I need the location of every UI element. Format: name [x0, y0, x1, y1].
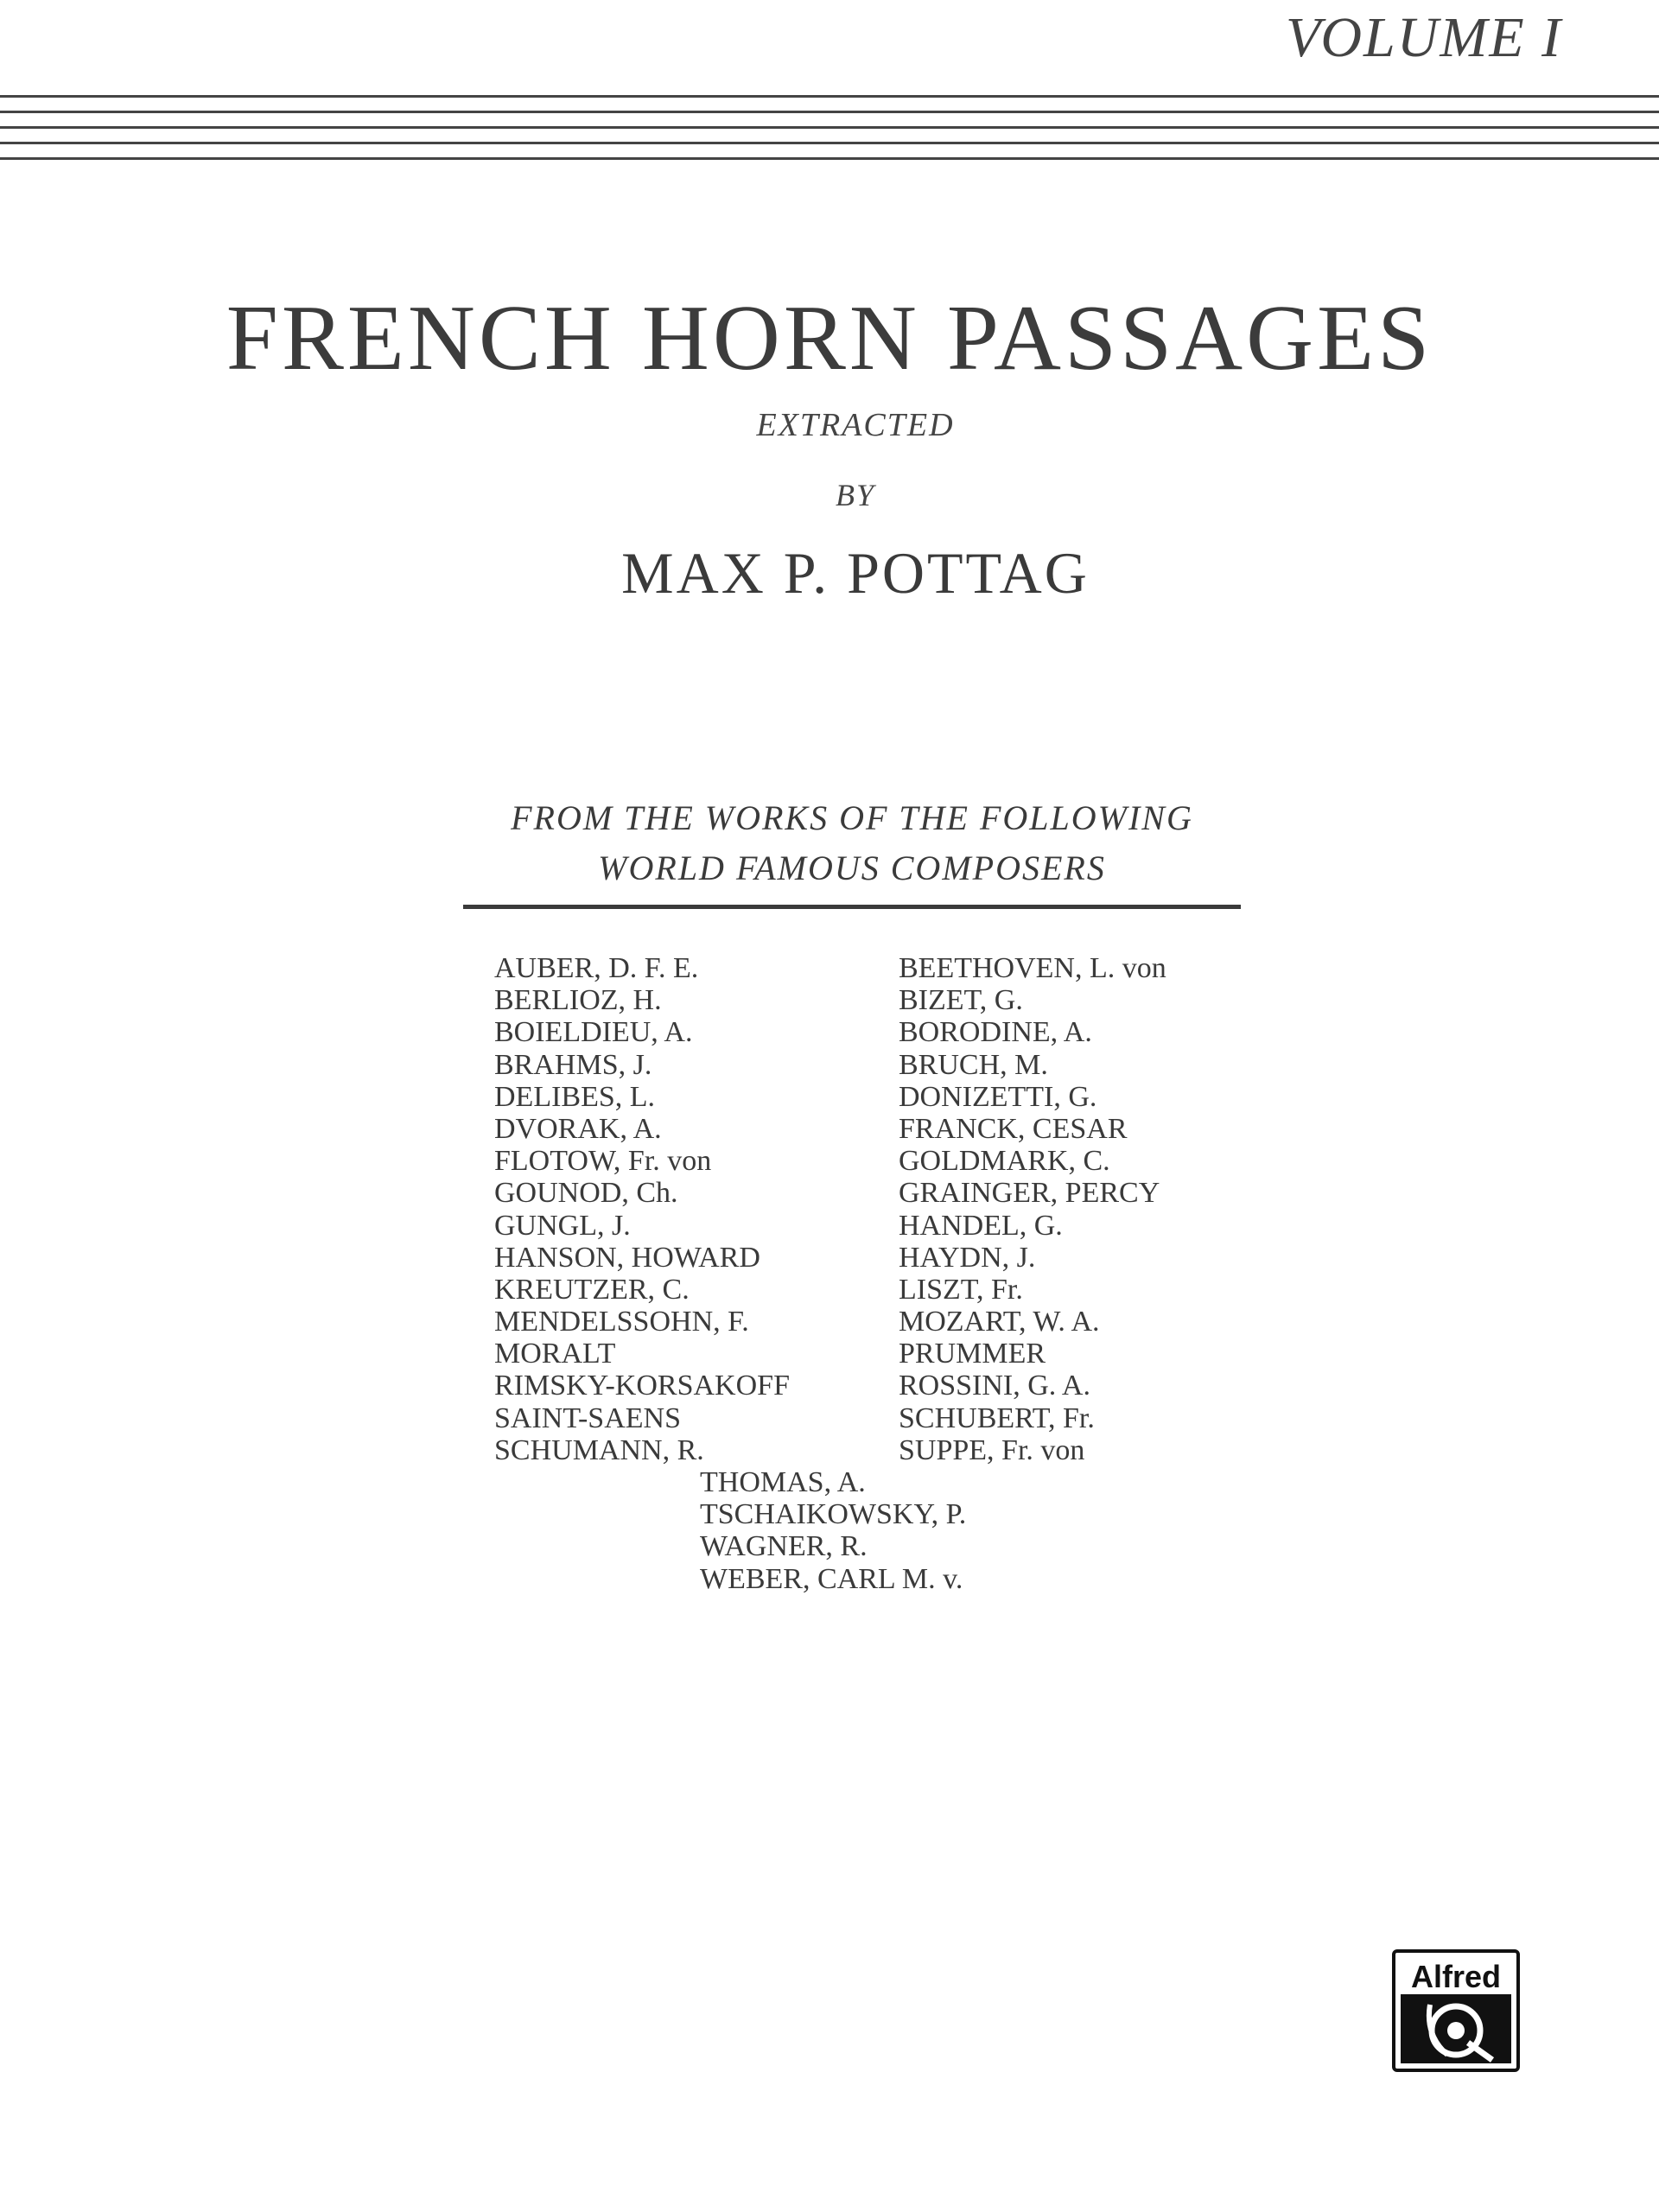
- composer-item: HAYDN, J.: [899, 1241, 1036, 1274]
- staff-line: [0, 157, 1659, 160]
- composer-item: GRAINGER, PERCY: [899, 1177, 1160, 1210]
- composer-item: SCHUMANN, R.: [494, 1433, 704, 1466]
- composer-item: BRUCH, M.: [899, 1048, 1048, 1081]
- composer-item: HANSON, HOWARD: [494, 1241, 760, 1274]
- author-name: MAX P. POTTAG: [621, 540, 1090, 606]
- composer-item: BRAHMS, J.: [494, 1048, 652, 1081]
- extracted-label: EXTRACTED: [756, 407, 955, 443]
- composer-item: MENDELSSOHN, F.: [494, 1306, 749, 1338]
- composer-list-center: [700, 1466, 966, 1595]
- composer-item: FLOTOW, Fr. von: [494, 1145, 712, 1178]
- composer-list-right: [899, 952, 1166, 1466]
- staff-line: [0, 111, 1659, 113]
- composer-item: MORALT: [494, 1338, 616, 1370]
- composer-item: WAGNER, R.: [700, 1530, 868, 1563]
- composer-item: ROSSINI, G. A.: [899, 1370, 1090, 1402]
- composer-item: SCHUBERT, Fr.: [899, 1402, 1095, 1434]
- composer-item: GOUNOD, Ch.: [494, 1177, 678, 1210]
- composers-heading-line-1: FROM THE WORKS OF THE FOLLOWING: [511, 798, 1193, 837]
- composers-heading: [463, 793, 1241, 893]
- alfred-logo-text: Alfred: [1410, 1959, 1502, 1994]
- page-title: FRENCH HORN PASSAGES: [226, 287, 1433, 390]
- staff-line: [0, 142, 1659, 144]
- composer-item: FRANCK, CESAR: [899, 1112, 1128, 1145]
- composer-item: GOLDMARK, C.: [899, 1145, 1110, 1178]
- composer-item: DVORAK, A.: [494, 1112, 662, 1145]
- composer-item: HANDEL, G.: [899, 1209, 1063, 1242]
- composer-item: WEBER, CARL M. v.: [700, 1562, 963, 1595]
- composer-item: KREUTZER, C.: [494, 1273, 690, 1306]
- composers-heading-line-2: WORLD FAMOUS COMPOSERS: [598, 849, 1106, 887]
- alfred-logo-icon: [1392, 1949, 1520, 2072]
- composer-item: RIMSKY-KORSAKOFF: [494, 1370, 790, 1402]
- heading-rule: [463, 905, 1241, 909]
- composer-item: BOIELDIEU, A.: [494, 1016, 693, 1049]
- staff-line: [0, 126, 1659, 129]
- composer-item: PRUMMER: [899, 1338, 1046, 1370]
- composer-item: TSCHAIKOWSKY, P.: [700, 1498, 967, 1531]
- composer-item: DONIZETTI, G.: [899, 1080, 1097, 1113]
- composer-item: GUNGL, J.: [494, 1209, 631, 1242]
- composer-item: SUPPE, Fr. von: [899, 1433, 1085, 1466]
- composer-item: BERLIOZ, H.: [494, 984, 662, 1017]
- composer-item: DELIBES, L.: [494, 1080, 656, 1113]
- composer-list-left: [494, 952, 790, 1466]
- composer-item: SAINT-SAENS: [494, 1402, 682, 1434]
- staff-lines: [0, 95, 1659, 164]
- composer-item: THOMAS, A.: [700, 1466, 866, 1498]
- composer-item: BEETHOVEN, L. von: [899, 952, 1166, 984]
- composer-item: BIZET, G.: [899, 984, 1023, 1017]
- composer-item: LISZT, Fr.: [899, 1273, 1023, 1306]
- staff-line: [0, 95, 1659, 98]
- composer-item: BORODINE, A.: [899, 1016, 1092, 1049]
- volume-label: VOLUME I: [1286, 6, 1563, 69]
- composer-item: MOZART, W. A.: [899, 1306, 1100, 1338]
- by-label: BY: [835, 478, 875, 512]
- composer-item: AUBER, D. F. E.: [494, 952, 699, 984]
